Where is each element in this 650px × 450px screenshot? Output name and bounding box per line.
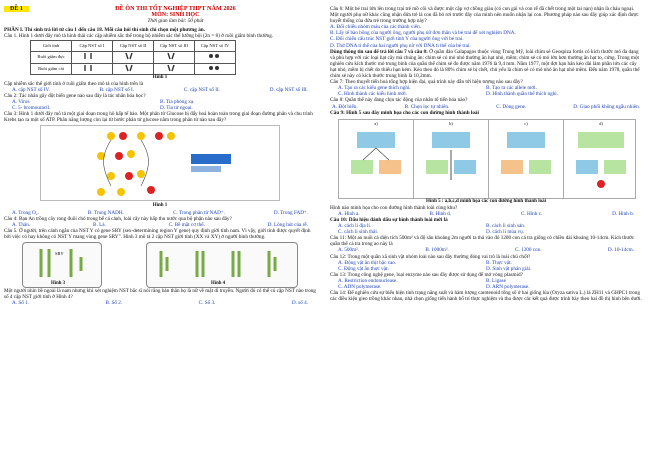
question-5: Câu 5. Ở người, trên cánh ngắn của NST Y có gene SRY (sex-determining region Y gene) quy định giới tính nam. Vì vậy, giới tính được quyết định bởi việc có hay không có NST Y mang vùng gene SRY". Hình 3 mô tả 2 cặp NST giới tính (XX và XY) ở người bình thường. xyxy=(4,227,311,240)
option[interactable]: B. Tạo ra các allele mới. xyxy=(486,85,537,92)
option[interactable]: B. Số 2. xyxy=(105,300,123,307)
option[interactable]: B. Tia phóng xạ. xyxy=(160,99,195,106)
exam-title-block xyxy=(35,6,316,24)
table-row xyxy=(31,63,236,74)
option[interactable]: D. số 4. xyxy=(291,300,308,307)
question-8: Câu 8: Quần thể này đang chịu tác động của nhân tố tiến hóa nào? xyxy=(330,97,468,104)
option[interactable]: D. cách li mùa vụ. xyxy=(486,229,525,236)
option[interactable]: C. 5- bromouracil. xyxy=(12,105,51,112)
sex-chromosome-figures xyxy=(4,242,316,288)
option[interactable]: A. Restriction endonuclease. xyxy=(338,277,398,284)
option[interactable]: C. 1200 con. xyxy=(515,247,542,254)
question-12-options xyxy=(330,260,642,272)
option[interactable]: A. Đột biến. xyxy=(332,103,358,110)
speciation-panel-d: d) xyxy=(564,120,638,198)
table-row xyxy=(31,52,236,63)
option[interactable]: A. Trong O₂. xyxy=(12,209,39,216)
chromosome-pair-icon xyxy=(72,52,113,63)
figure-3-label: Hình 3 xyxy=(51,280,65,286)
option[interactable]: C. Bề mặt cơ thể. xyxy=(168,221,205,228)
info-text: Ở quần đảo Galapagos thuộc vùng Trung Mỹ, loài chim sẻ Geospiza fortis có kích thước mỏ đa dạng và phù hợp với các loại hạt cây mà chúng ăn: chim sẻ có mỏ nhỏ thường ăn hạt nhỏ, mềm; chim sẻ có mỏ lớn hơn thường ăn hạt to, cứng. Trong một nghiên cứu kích thước mỏ trung bình của quần thể chim sẻ đo được năm 1976 là 9,4 mm. Năm 1977, một đợt hạn hán kéo dài làm phần lớn các cây hạt nhỏ, mềm bị chết do thiếu hạn kém. Kéo theo đó là 80% chim sẻ bị chết, chủ yếu là chim sẻ có mỏ nhỏ ăn hạt nhỏ mềm. Đến năm 1978, quần thể chim sẻ này có kích thước trung bình là 10,2mm. xyxy=(330,48,640,80)
question-2-options xyxy=(4,99,316,111)
option[interactable]: C. ADN polymerase. xyxy=(338,284,382,290)
question-13-options xyxy=(330,278,642,290)
option[interactable]: C. Đối chiếu cấu trúc NST giới tính Y của người ông với bé trai. xyxy=(330,36,464,43)
question-1: Câu 1. Hình 1 dưới đây mô tả hình thái các cặp nhiễm sắc thể trong bộ nhiễm sắc thể lưỡng bội (2n = 8) ở ruồi giấm bình thường. xyxy=(4,33,274,40)
chromosome-pair-icon xyxy=(154,63,195,74)
exam-title: ĐỀ ÔN THI TỐT NGHIỆP THPT NĂM 2026 xyxy=(115,5,236,12)
option[interactable]: C. Hình thành các kiểu hình mới. xyxy=(338,91,408,98)
option[interactable]: A. Tạo ra các kiểu gene thích nghi. xyxy=(338,85,411,92)
option[interactable]: B. Chọn lọc tự nhiên. xyxy=(404,103,450,110)
option[interactable]: D. Trong FAD⁺. xyxy=(273,209,308,216)
speciation-figure xyxy=(338,119,636,199)
exam-subject: MÔN: SINH HỌC xyxy=(151,12,200,19)
option[interactable]: C. Động vật ăn thực vật. xyxy=(338,265,389,272)
option[interactable]: C. Trong phân tử NAD⁺. xyxy=(172,209,225,216)
question-3: Câu 3: Hình 1 dưới đây mô tả một giai đoạn trong hô hấp tế bào. Một phân tử Glucose bị đẩy hoá hoàn toàn trong giai đoạn đường phân và chu trình Krebs tạo ra một số ATP. Phân năng lượng còn lại từ bước phân tử glucose nằm trong phân tử nào sau đây? xyxy=(4,111,313,124)
option[interactable]: B. Lá. xyxy=(93,221,106,228)
exam-code: ĐỀ 1 xyxy=(4,6,29,12)
chromosome-pair-icon xyxy=(195,63,236,74)
question-5-options xyxy=(4,300,316,306)
option[interactable]: B. Trong NADH. xyxy=(87,209,124,216)
question-4: Câu 4: Bạn An trồng cây rong đuôi chó trong bể cá cảnh, loài cây này hấp thu nước qua bộ phận nào sau đây? xyxy=(4,215,232,222)
figure-3-box xyxy=(22,242,102,288)
sry-label: SRY xyxy=(55,250,64,256)
question-14: Câu 14: Để nghiên cứu sự biểu hiện tính trạng năng suất và hàm lượng carotenoid tổng số ở hai giống lúa (Oryza sativa L.) là ZH11 và GHPC1 trong các điều kiện gieo trồng khác nhau, nhà chọn giống tiến hành bố trí thực nghiệm và thu được các kết quả được trình bày theo hai đồ thị hình bên dưới. xyxy=(330,290,642,303)
option[interactable]: B. Lấy tế bào bông của người ông, người phụ nữ đơn thân và bé trai để xét nghiệm DNA. xyxy=(330,30,516,37)
option[interactable]: A. cách li địa lí. xyxy=(338,223,372,230)
option[interactable]: B. Ligase xyxy=(486,277,506,284)
question-1-stem: Cặp nhiễm sắc thể giới tính ở ruồi giấm theo mô tả của hình trên là xyxy=(4,80,144,87)
glycolysis-caption: Hình 1 xyxy=(152,203,168,209)
option[interactable]: D. Tia tử ngoại. xyxy=(160,105,193,112)
option[interactable]: D. Giao phối không ngẫu nhiên. xyxy=(573,103,640,110)
speciation-panel-a: a) xyxy=(339,120,414,198)
option[interactable]: A. cặp NST số IV. xyxy=(12,86,50,93)
option[interactable]: D. Hình b. xyxy=(612,210,634,217)
info-title: Dùng thông tin sau để trả lời câu 7 và câu 8: xyxy=(330,48,428,55)
table-header: Giới tính xyxy=(31,41,72,52)
question-6: Câu 6: Một bé trai lớn lên trong trại trẻ mồ côi và được một cặp vợ chồng giàu (có con gái và con rể đã chết trong một tai nạn) nhận là cháu ngoại. Một người phụ nữ khác cũng nhận đứa trẻ là con đã bỏ rơi trước đây của mình nên muốn nhận lại con. Phương pháp nào sau đây giúp xác định được huyết thống của đứa trẻ trong trường hợp này? xyxy=(330,6,639,25)
option[interactable]: B. Hình d. xyxy=(429,210,452,217)
option[interactable]: B. 1000m³. xyxy=(425,247,449,254)
exam-header xyxy=(4,6,316,24)
figure-4-box xyxy=(146,242,298,288)
option[interactable]: D. 10-14cm. xyxy=(607,247,634,254)
option[interactable]: A. Thân. xyxy=(12,221,31,228)
option[interactable]: B. Thực vật. xyxy=(486,259,512,266)
question-6-options xyxy=(330,24,642,48)
option[interactable]: A. Virus xyxy=(12,99,30,106)
speciation-panel-b: b) xyxy=(414,120,489,198)
option[interactable]: C. cách li sinh thái. xyxy=(338,229,379,236)
part1-title: PHẦN I. Thí sinh trả lời từ câu 1 đến câu 18. Mỗi câu hỏi thí sinh chỉ chọn một phương án. xyxy=(4,27,205,34)
table-header: Cặp NST số I xyxy=(72,41,113,52)
figure-5-caption: Hình 5 : a,b,c,d minh họa các con đường hình thành loài xyxy=(426,198,546,204)
chromosome-pair-icon xyxy=(72,63,113,74)
option[interactable]: D. ARN polymerase. xyxy=(486,284,530,290)
exam-time: Thời gian làm bài: 50 phút xyxy=(147,18,204,25)
option[interactable]: D. Hình thành quần thể thích nghi. xyxy=(486,91,559,98)
table-header: Cặp NST số III xyxy=(154,41,195,52)
question-11: Câu 11: Một ao nuôi cá diện tích 500m² và độ sâu khoảng 2m người ta thả vào đó 1200 con cá tra giống có chiều dài khoảng 10-14cm. Kích thước quần thể cá tra trong ao này là xyxy=(330,235,635,248)
option[interactable]: B. cách li sinh sản. xyxy=(486,223,526,230)
row-label: Ruồi giấm đực xyxy=(31,52,72,63)
figure-1-caption: Hình 1 xyxy=(152,74,168,80)
question-10: Câu 10: Dấu hiệu đánh dấu sự hình thành loài mới là xyxy=(330,216,448,223)
figure-4-label: Hình 4 xyxy=(211,280,225,286)
option[interactable]: A. Hình a. xyxy=(338,210,360,217)
table-header: Cặp NST số II xyxy=(113,41,154,52)
row-label: Ruồi giấm cái xyxy=(31,63,72,74)
option[interactable]: A. Số 1. xyxy=(12,300,30,307)
left-column xyxy=(4,6,316,306)
question-7-options xyxy=(330,85,642,97)
option[interactable]: C. Hình c. xyxy=(520,210,543,217)
question-5-stem: Một người nhìn bề ngoài là nam nhưng khi xét nghiệm NST bắc sĩ nói rằng bản thân họ là nữ về mặt di truyền. Người đó có thể có cặp NST nào trong số 4 cặp NST giới tính ở Hình 4? xyxy=(4,287,316,301)
option[interactable]: A. Đối chiếu nhóm máu của các thành viên. xyxy=(330,24,422,31)
glycolysis-figure xyxy=(40,125,280,201)
question-9: Câu 9: Hình 5 sau đây minh họa cho các con đường hình thành loài xyxy=(330,109,479,116)
option[interactable]: A. 500m². xyxy=(338,247,360,254)
question-9-stem: Hình nào minh họa cho con đường hình thành loài cùng khu? xyxy=(330,204,458,211)
option[interactable]: C. cặp NST số II. xyxy=(183,86,221,93)
chromosome-table xyxy=(30,40,236,74)
question-7: Câu 7: Theo thuyết tiến hoá tổng hợp hiện đại, quá trình này dẫn tới hiện tượng nào sau đây? xyxy=(330,79,523,86)
option[interactable]: B. cặp NST số I. xyxy=(99,86,135,93)
chromosome-pair-icon xyxy=(154,52,195,63)
table-header: Cặp NST số IV xyxy=(195,41,236,52)
option[interactable]: C. Số 3. xyxy=(198,300,216,307)
question-12: Câu 12: Trong một quần xã sinh vật nhóm loài nào sau đây thường đóng vai trò là loài chủ chốt? xyxy=(330,253,531,260)
option[interactable]: D. Lông hút của rễ. xyxy=(267,221,308,228)
question-13: Câu 13: Trong công nghệ gene, loại enzyme nào sau đây được sử dụng để mở vòng plasmid? xyxy=(330,271,523,278)
chromosome-pair-icon xyxy=(113,52,154,63)
question-10-options xyxy=(330,223,642,235)
option[interactable]: D. Sinh vật phân giải. xyxy=(486,265,532,272)
question-2: Câu 2: Tác nhân gây đột biến gene nào sau đây là tác nhân hóa học? xyxy=(4,92,146,99)
option[interactable]: C. Dòng gene. xyxy=(496,103,527,110)
right-column xyxy=(330,6,642,302)
chromosome-pair-icon xyxy=(113,63,154,74)
option[interactable]: D. Thử DNA ti thể của hai người phụ nữ với DNA ti thể của bé trai. xyxy=(330,42,471,49)
option[interactable]: A. Động vật ăn thịt bậc cao. xyxy=(338,259,397,266)
speciation-panel-c: c) xyxy=(489,120,564,198)
option[interactable]: D. cặp NST số III. xyxy=(269,86,308,93)
chromosome-pair-icon xyxy=(195,52,236,63)
